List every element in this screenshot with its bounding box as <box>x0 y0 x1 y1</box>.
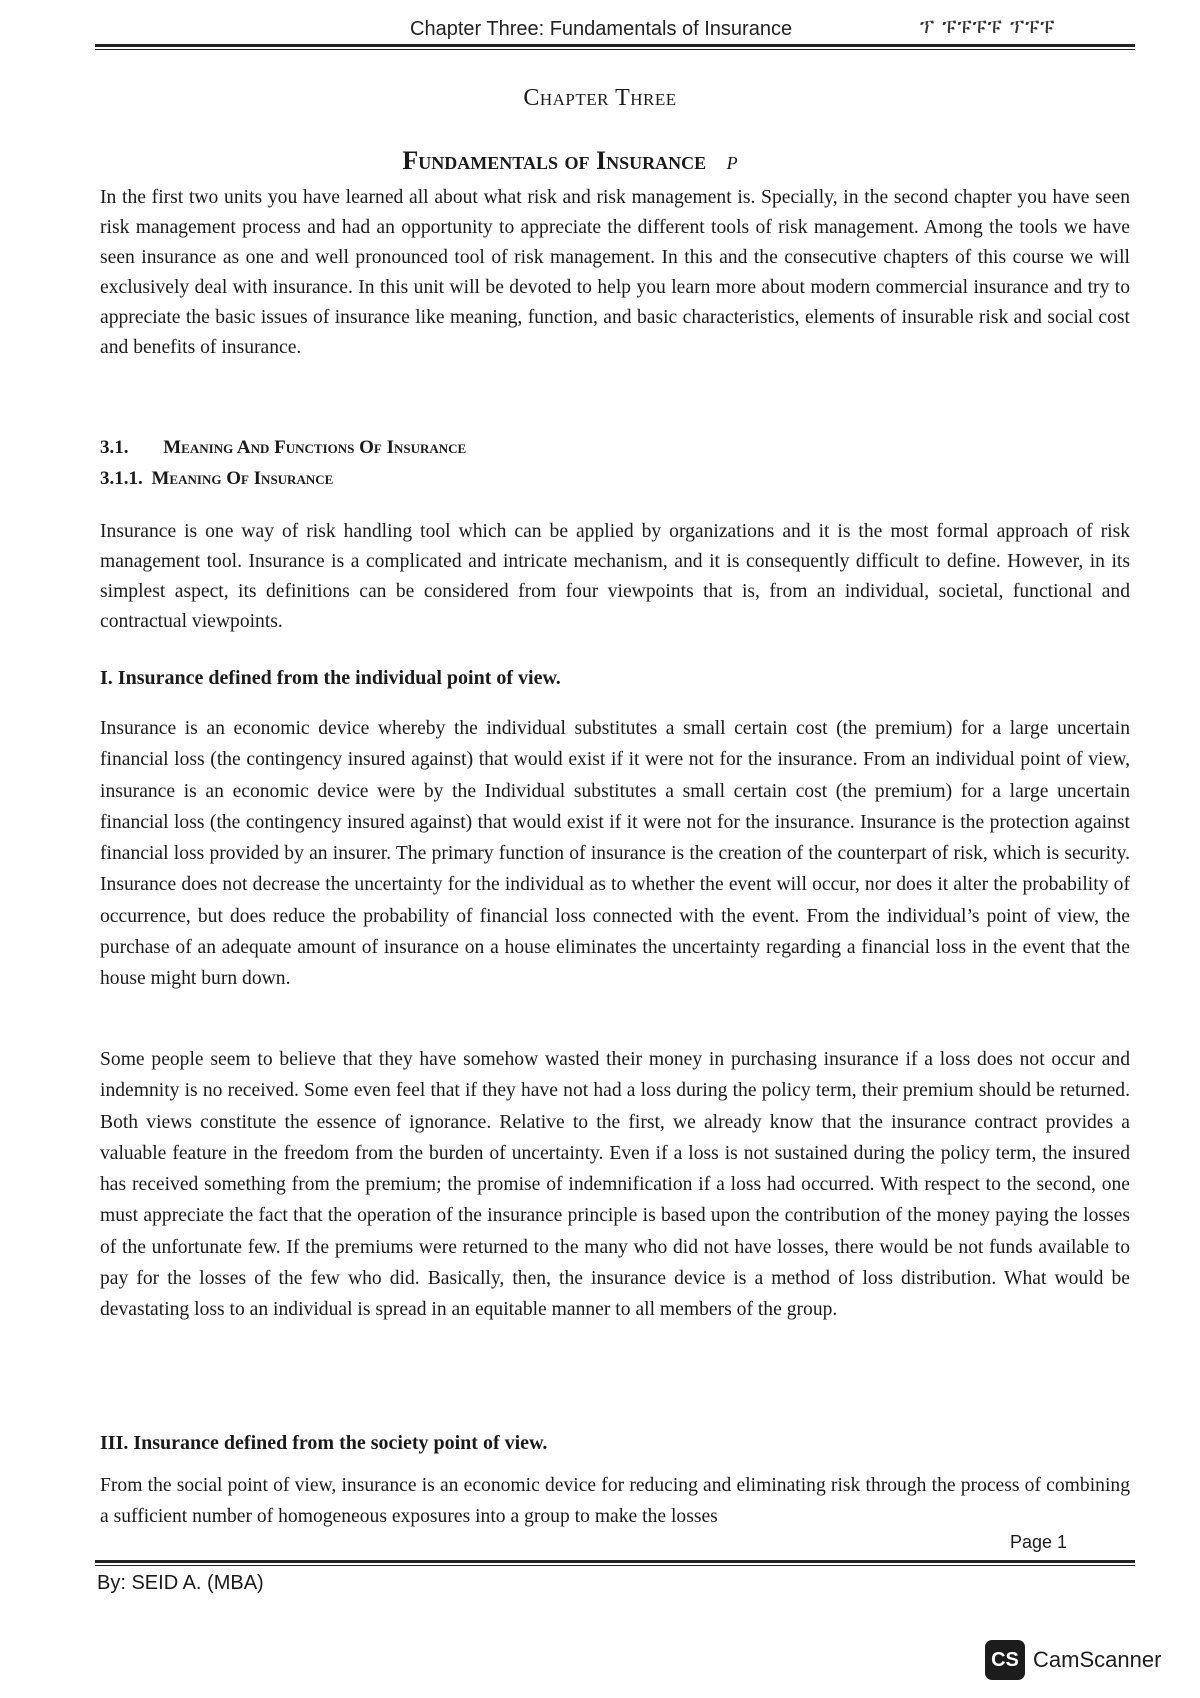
footer-rule-thin <box>95 1565 1135 1566</box>
society-paragraph: From the social point of view, insurance is an economic device for reducing and eliminating risk through the process of combining a sufficient number of homogeneous exposures into a group to make the losses <box>100 1475 1130 1527</box>
section-number: 3.1. <box>100 437 129 458</box>
ignorance-paragraph: Some people seem to believe that they have somehow wasted their money in purchasing insurance if a loss does not occur and indemnity is no received. Some even feel that if they have not had a loss during the policy term, their premium should be returned. Both views constitute the essence of ignorance. Relative to the first, we already know that the insurance contract provides a valuable feature in the freedom from the burden of uncertainty. Even if a loss is not sustained during the policy term, the insured has received something from the premium; the promise of indemnification if a loss had occurred. With respect to the second, one must appreciate the fact that the operation of the insurance principle is based upon the contribution of the money paying the losses of the unfortunate few. If the premiums were returned to the many who did not have losses, there would be not funds available to pay for the losses of the few who did. Basically, then, the insurance device is a method of loss distribution. What would be devastating loss to an individual is spread in an equitable manner to all members of the group. <box>100 1049 1130 1321</box>
footer-rule <box>95 1560 1135 1563</box>
individual-paragraph: Insurance is an economic device whereby the individual substitutes a small certain cost (the premium) for a large uncertain financial loss (the contingency insured against) that would exist if it were not for the insurance. From an individual point of view, insurance is an economic device were by the Individual substitutes a small certain cost (the premium) for a large uncertain financial loss (the contingency insured against) that would exist if it were not for the insurance. Insurance is the protection against financial loss provided by an insurer. The primary function of insurance is the creation of the counterpart of risk, which is security. Insurance does not decrease the uncertainty for the individual as to whether the event will occur, nor does it alter the probability of occurrence, but does reduce the probability of financial loss connected with the event. From the individual’s point of view, the purchase of an adequate amount of insurance on a house eliminates the uncertainty regarding a financial loss in the event that the house might burn down. <box>100 718 1130 990</box>
section-title: Meaning And Functions Of Insurance <box>163 437 467 458</box>
definition-paragraph: Insurance is one way of risk handling tool which can be applied by organizations and it is the most formal approach of risk management tool. Insurance is a complicated and intricate mechanism, and it is consequently difficult to define. However, in its simplest aspect, its definitions can be considered from four viewpoints that is, from an individual, societal, functional and contractual viewpoints. <box>100 521 1130 632</box>
section-3-1-1-heading <box>100 468 333 490</box>
chapter-title-text: Fundamentals of Insurance <box>402 146 707 175</box>
running-header: Chapter Three: Fundamentals of Insurance <box>410 18 793 40</box>
section-title: Meaning Of Insurance <box>151 468 334 489</box>
handwritten-mark: ρ <box>726 146 738 175</box>
header-rule-thin <box>95 49 1135 50</box>
header-rule <box>95 44 1135 47</box>
intro-paragraph: In the first two units you have learned all about what risk and risk management is. Specially, in the second chapter you have seen risk management process and had an opportunity to appreciate the different tools of risk management. Among the tools we have seen insurance as one and well pronounced tool of risk management. In this and the consecutive chapters of this course we will exclusively deal with insurance. In this unit will be devoted to help you learn more about modern commercial insurance and try to appreciate the basic issues of insurance like meaning, function, and basic characteristics, elements of insurable risk and social cost and benefits of insurance. <box>100 187 1130 358</box>
heading-society-view: III. Insurance defined from the society point of view. <box>100 1432 548 1454</box>
camscanner-logo-icon: CS <box>985 1640 1025 1680</box>
heading-individual-view: I. Insurance defined from the individual point of view. <box>100 667 561 689</box>
chapter-title <box>0 146 1140 176</box>
author-credit: By: SEID A. (MBA) <box>97 1572 264 1594</box>
camscanner-name: CamScanner <box>1033 1647 1162 1672</box>
camscanner-watermark <box>985 1640 1161 1680</box>
page-number: Page 1 <box>1010 1532 1068 1552</box>
section-3-1-heading <box>100 437 466 459</box>
section-number: 3.1.1. <box>100 468 143 489</box>
chapter-heading: Chapter Three <box>523 85 677 111</box>
handwritten-note: ፕ ፑፑፑፑ ፕፑፑ <box>920 14 1056 38</box>
